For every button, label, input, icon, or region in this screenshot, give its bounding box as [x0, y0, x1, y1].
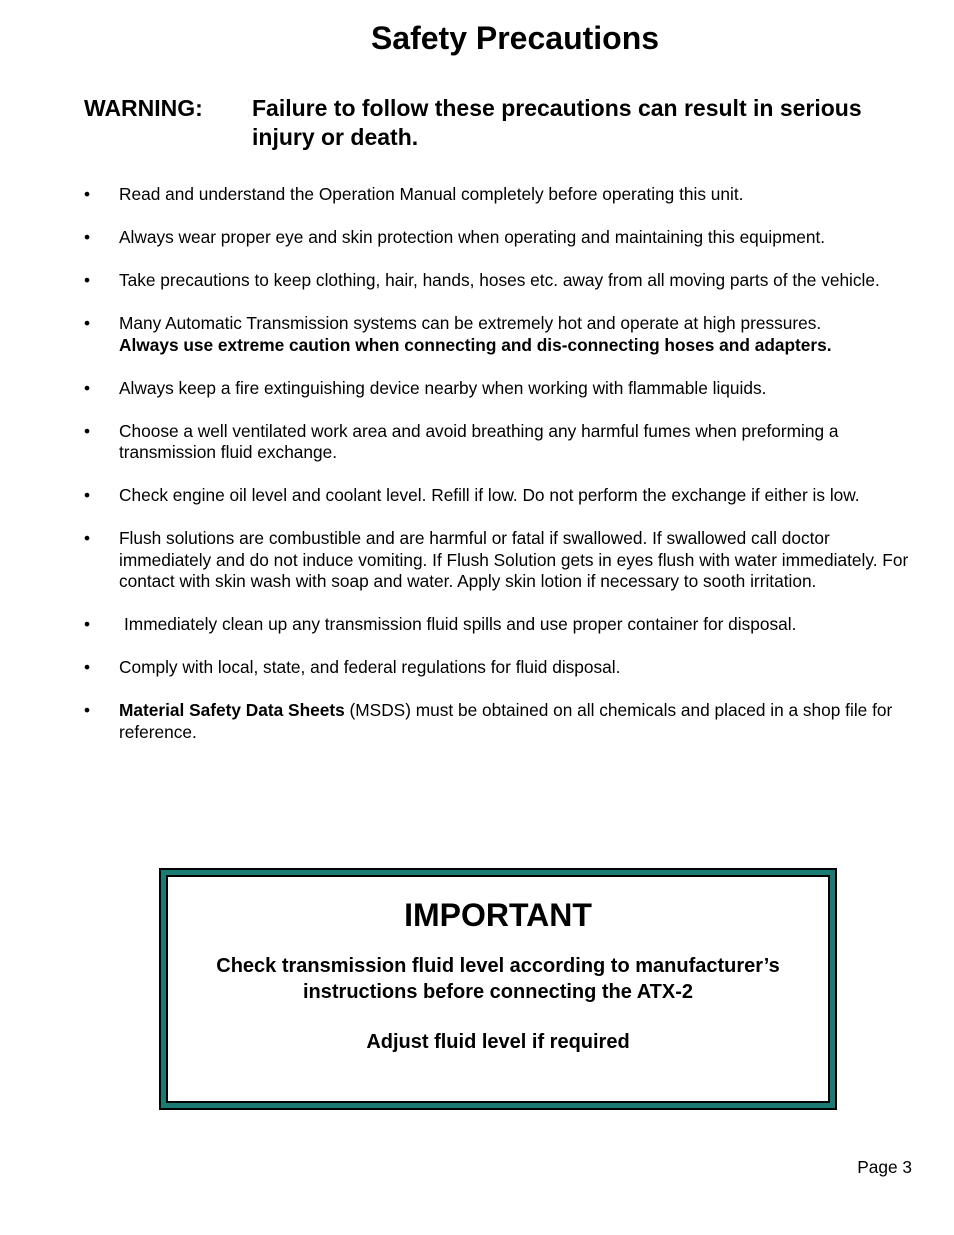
bullet-icon: • — [84, 700, 91, 720]
bullet-icon: • — [84, 270, 91, 290]
page-title: Safety Precautions — [370, 20, 660, 56]
important-notice-box — [159, 868, 837, 1110]
precautions-list — [84, 184, 914, 765]
list-item — [84, 184, 914, 206]
warning-text: Failure to follow these precautions can result in serious injury or death. — [252, 95, 862, 150]
bullet-icon: • — [84, 227, 91, 247]
bullet-icon: • — [84, 420, 91, 441]
important-title: IMPORTANT — [404, 897, 592, 933]
list-item — [84, 657, 914, 679]
bullet-icon: • — [84, 614, 91, 634]
bullet-icon: • — [84, 377, 91, 398]
list-item-text: (MSDS) must be obtained on all chemicals and placed in a shop file for reference. — [119, 700, 893, 742]
list-item — [84, 614, 914, 636]
list-item — [84, 270, 914, 292]
list-item-text: Always wear proper eye and skin protection when operating and maintaining this equipment. — [119, 227, 826, 247]
list-item-text: Choose a well ventilated work area and avoid breathing any harmful fumes when preforming a transmission fluid exchange. — [119, 420, 839, 462]
important-text-adjust: Adjust fluid level if required — [366, 1031, 630, 1053]
list-item — [84, 227, 914, 249]
list-item-text: Flush solutions are combustible and are harmful or fatal if swallowed. If swallowed call doctor immediately and do not induce vomiting. If Flush Solution gets in eyes flush with water immediately. For contact with skin wash with soap and water. Apply skin lotion if necessary to sooth irritation. — [119, 528, 909, 591]
warning-label: WARNING: — [84, 95, 203, 121]
list-item-text: Immediately clean up any transmission fluid spills and use proper container for disposal. — [124, 614, 797, 634]
bullet-icon: • — [84, 184, 91, 204]
list-item-text: Check engine oil level and coolant level. Refill if low. Do not perform the exchange if either is low. — [119, 485, 860, 505]
list-item-bold-text: Always use extreme caution when connecting and dis-connecting hoses and adapters. — [119, 334, 832, 355]
list-item — [84, 313, 914, 356]
bullet-icon: • — [84, 313, 91, 333]
important-notice-inner — [166, 875, 830, 1103]
list-item-text: Always keep a fire extinguishing device nearby when working with flammable liquids. — [119, 377, 767, 398]
important-text: Check transmission fluid level according to manufacturer’s instructions before connecting the ATX-2 — [216, 955, 780, 1003]
list-item — [84, 485, 914, 507]
list-item-text: Read and understand the Operation Manual completely before operating this unit. — [119, 184, 744, 204]
bullet-icon: • — [84, 657, 91, 677]
list-item — [84, 700, 914, 743]
list-item — [84, 421, 914, 464]
bullet-icon: • — [84, 485, 91, 505]
bullet-icon: • — [84, 528, 91, 548]
list-item-text: Comply with local, state, and federal regulations for fluid disposal. — [119, 657, 621, 677]
list-item — [84, 378, 914, 400]
list-item-text: Many Automatic Transmission systems can be extremely hot and operate at high pressures. — [119, 313, 822, 333]
list-item-text: Take precautions to keep clothing, hair, hands, hoses etc. away from all moving parts of the vehicle. — [119, 270, 880, 290]
list-item-bold-text: Material Safety Data Sheets — [119, 700, 345, 720]
page-number: Page 3 — [857, 1157, 912, 1177]
list-item — [84, 528, 914, 593]
